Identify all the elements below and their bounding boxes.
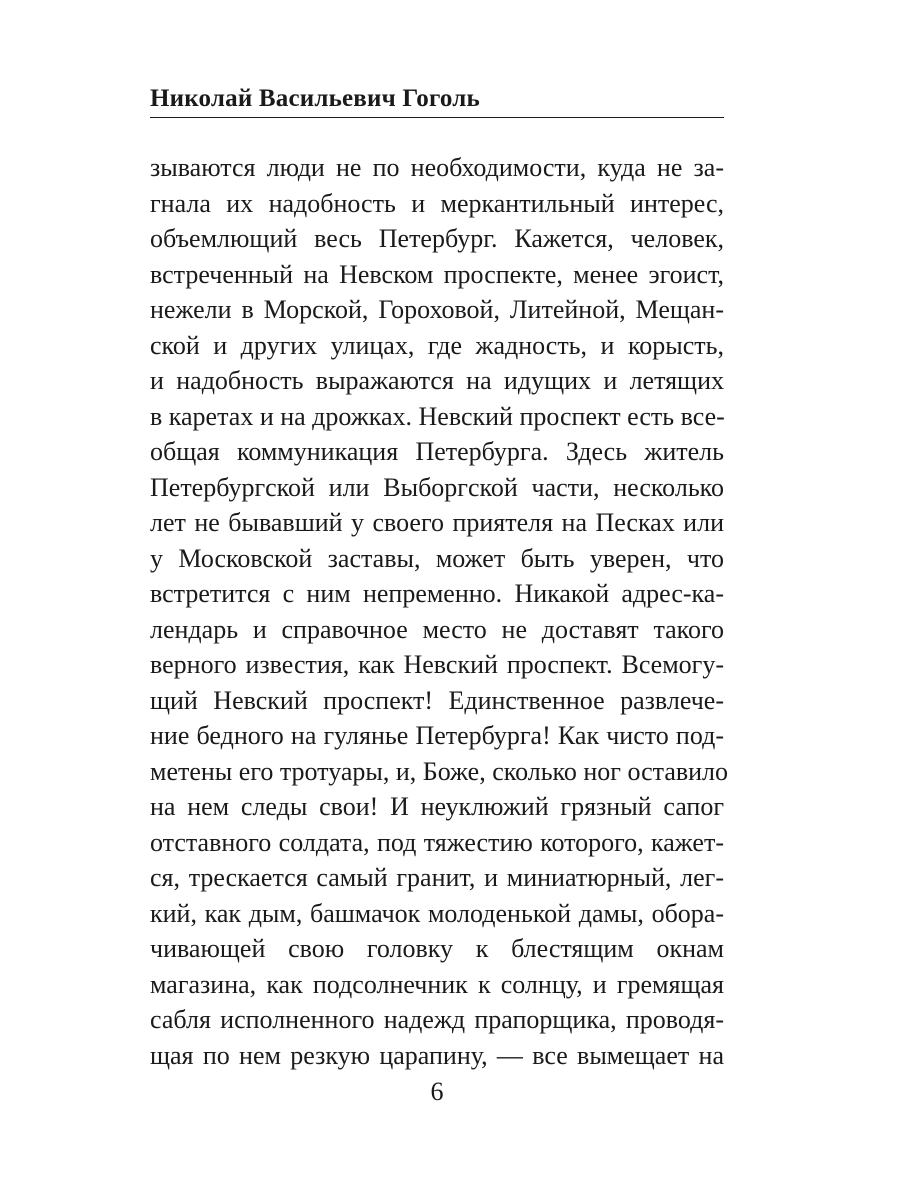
text-line: зываются люди не по необходимости, куда не за- xyxy=(150,153,724,182)
text-line: в каретах и на дрожках. Невский проспект есть все- xyxy=(150,401,725,431)
text-line: ся, трескается самый гранит, и миниатюрный, лег- xyxy=(150,863,724,892)
text-line: лет не бывавший у своего приятеля на Песках или xyxy=(150,508,724,537)
text-line: щий Невский проспект! Единственное развлече- xyxy=(150,685,724,715)
body-text xyxy=(150,150,729,1073)
text-line: встретится с ним непременно. Никакой адрес-ка- xyxy=(150,579,724,608)
text-line: и надобность выражаются на идущих и летящих xyxy=(150,366,724,395)
text-line: встреченный на Невском проспекте, менее эгоист, xyxy=(150,259,724,289)
running-head-author: Николай Васильевич Гоголь xyxy=(150,85,480,112)
text-line: лендарь и справочное место не доставят такого xyxy=(150,614,724,644)
text-line: сабля исполненного надежд прапорщика, проводя- xyxy=(150,1005,724,1034)
text-line: Петербургской или Выборгской части, несколько xyxy=(150,472,724,502)
text-line: щая по нем резкую царапину, — все вымещает на xyxy=(150,1040,724,1070)
text-line: у Московской заставы, может быть уверен, что xyxy=(150,543,724,573)
text-line: на нем следы свои! И неуклюжий грязный сапог xyxy=(150,792,724,821)
text-line: верного известия, как Невский проспект. Всемогу- xyxy=(150,650,724,679)
text-line: ской и других улицах, где жадность, и корысть, xyxy=(150,330,724,360)
text-line: кий, как дым, башмачок молоденькой дамы, обора- xyxy=(150,898,724,928)
text-line: общая коммуникация Петербурга. Здесь житель xyxy=(150,437,724,466)
text-line: нежели в Морской, Гороховой, Литейной, Мещан- xyxy=(150,295,724,324)
text-line: гнала их надобность и меркантильный интерес, xyxy=(150,188,724,218)
text-line: отставного солдата, под тяжестию которого, кажет- xyxy=(150,827,724,857)
text-line: чивающей свою головку к блестящим окнам xyxy=(150,934,724,963)
text-line: объемлющий весь Петербург. Кажется, человек, xyxy=(150,224,724,253)
text-line: ние бедного на гулянье Петербурга! Как чисто под- xyxy=(150,721,724,750)
text-line: магазина, как подсолнечник к солнцу, и гремящая xyxy=(150,969,724,999)
page-number: 6 xyxy=(430,1077,444,1106)
header-rule xyxy=(150,117,724,118)
text-line: метены его тротуары, и, Боже, сколько ног оставило xyxy=(150,756,729,786)
